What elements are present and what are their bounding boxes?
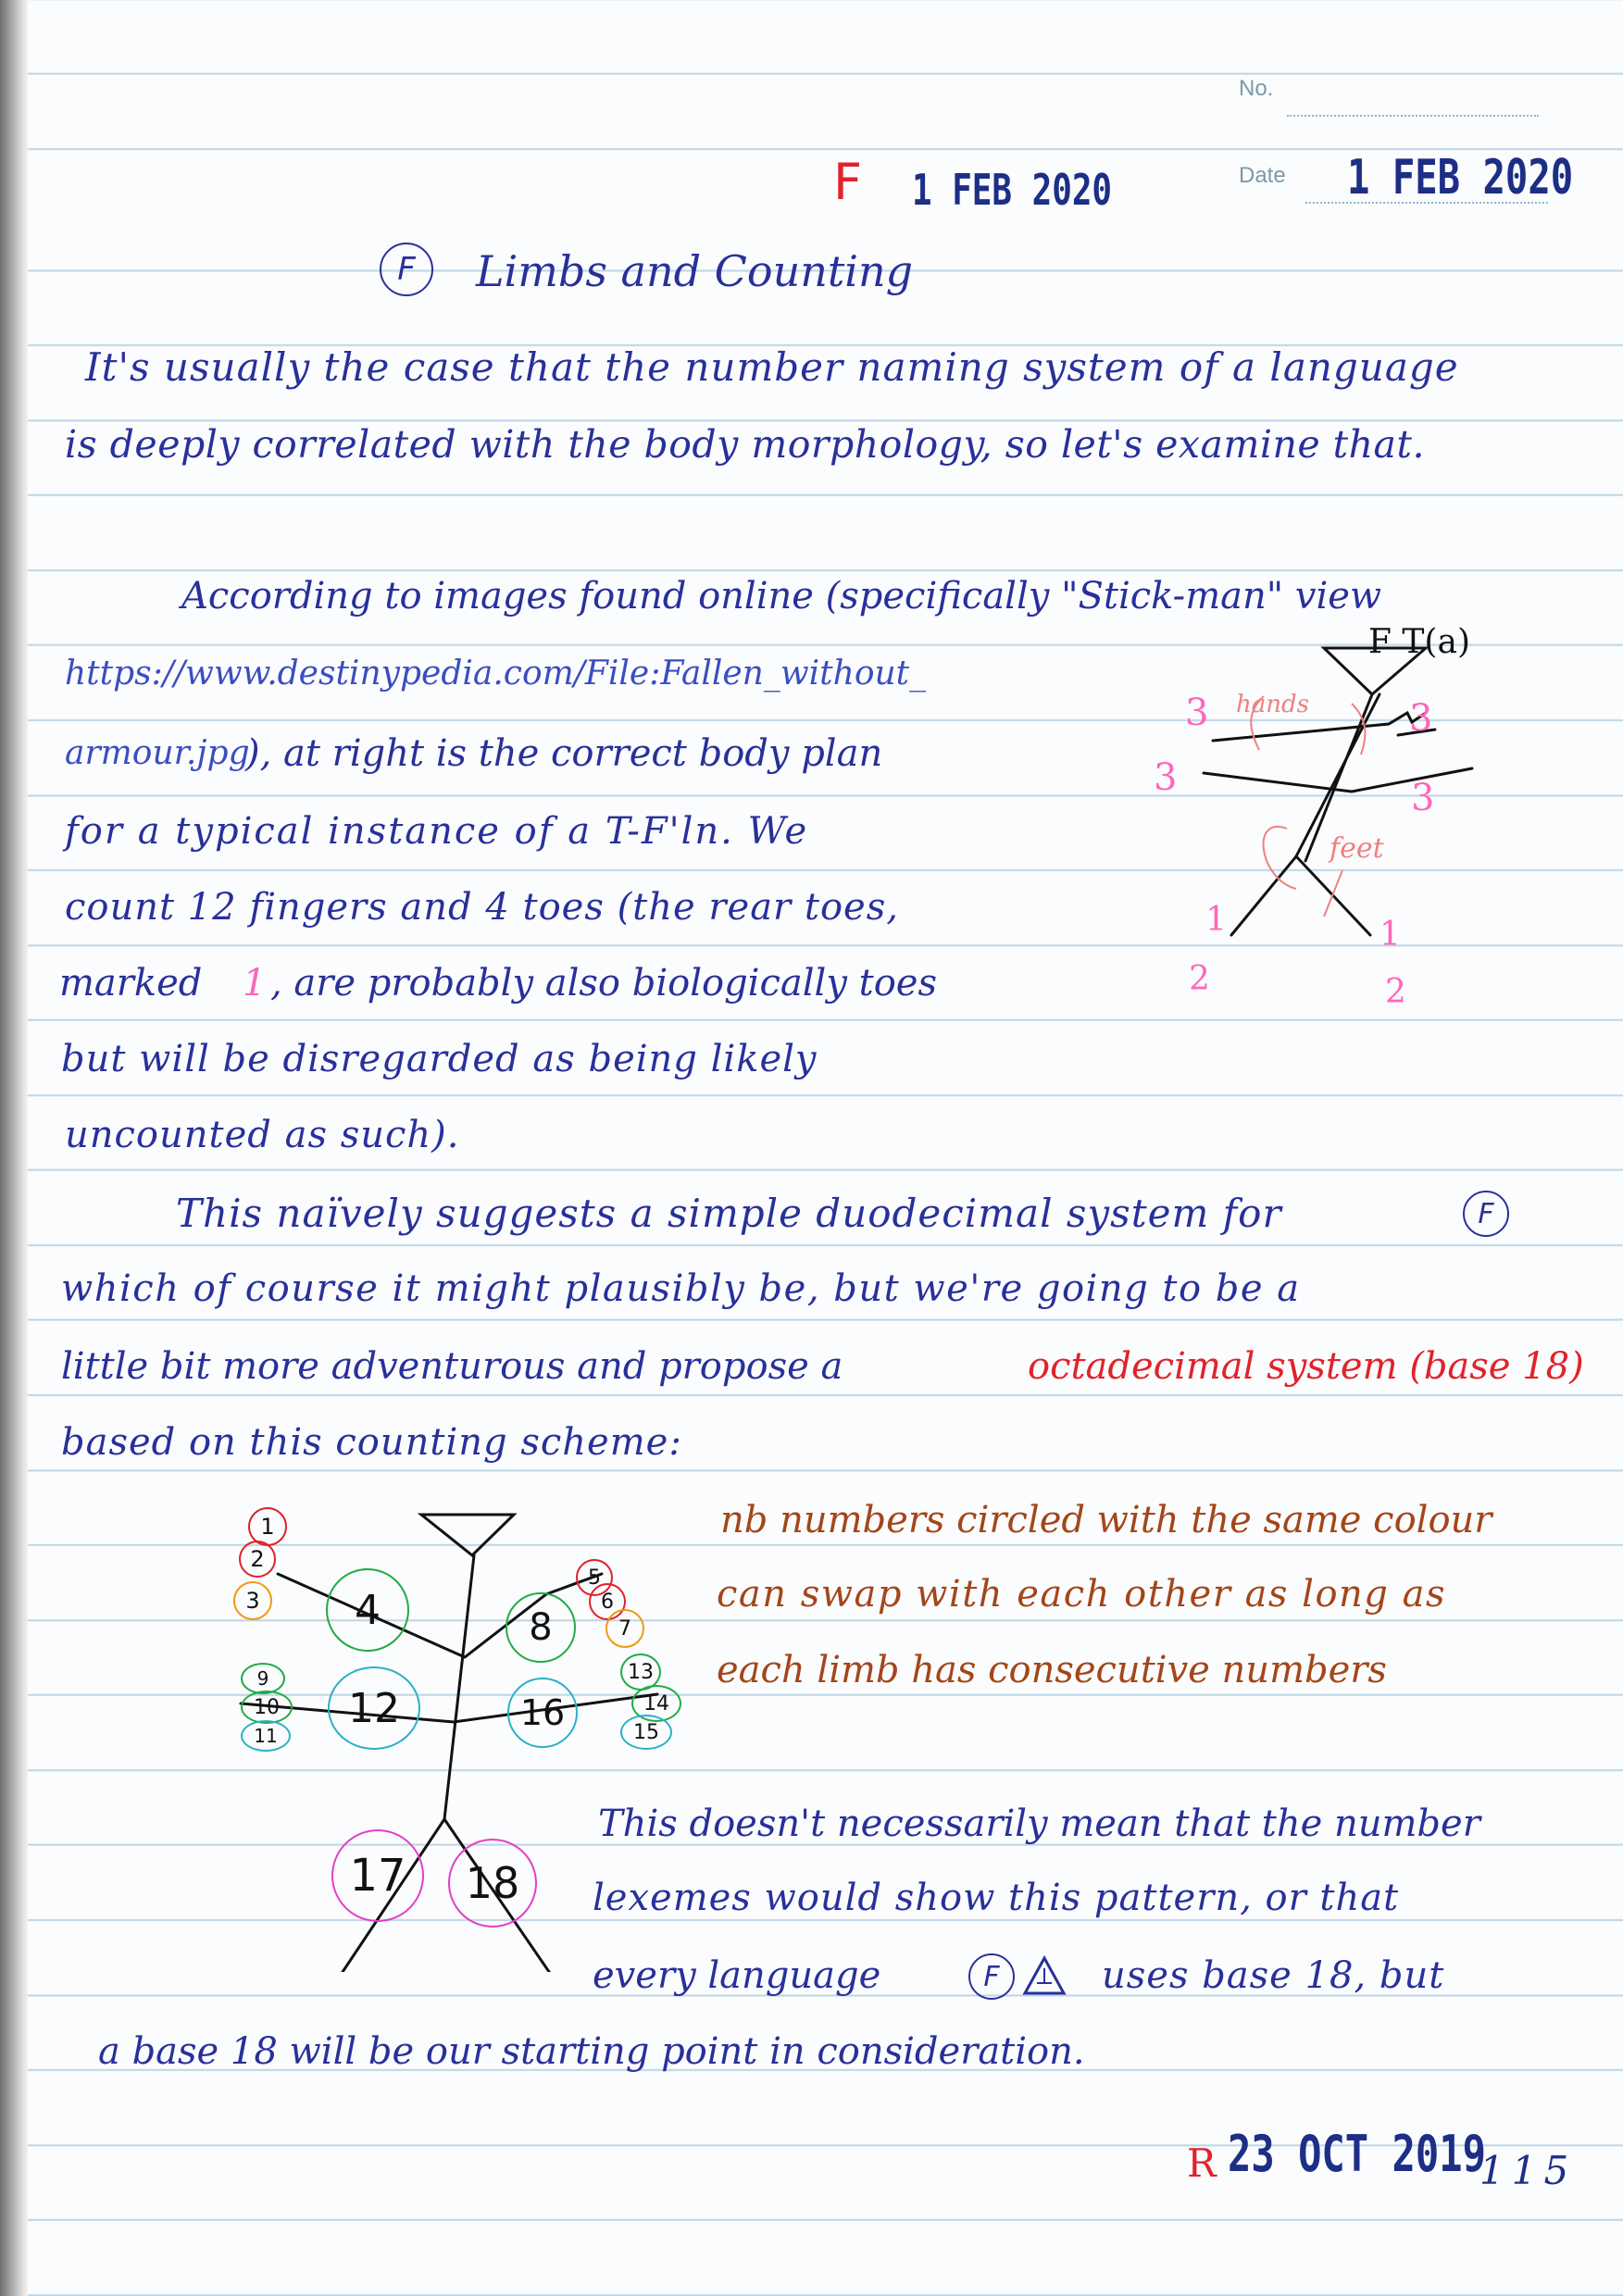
- f-date-stamp: 1 FEB 2020: [912, 165, 1113, 215]
- para4-line3-end: uses base 18, but: [1102, 1954, 1445, 1997]
- stickman-tag: F T(a): [1368, 623, 1470, 661]
- count-number-7: 7: [606, 1609, 644, 1648]
- sketch-label-1-right: 1: [1380, 916, 1401, 954]
- count-number-15: 15: [620, 1715, 672, 1750]
- para3-line1: This naïvely suggests a simple duodecimal system for: [176, 1191, 1282, 1236]
- footer-r-mark: R: [1187, 2140, 1217, 2186]
- count-number-1: 1: [248, 1507, 287, 1546]
- page-title: Limbs and Counting: [476, 246, 914, 296]
- count-number-8: 8: [506, 1592, 576, 1663]
- hands-label: hands: [1236, 691, 1309, 718]
- note-line3: each limb has consecutive numbers: [717, 1649, 1387, 1691]
- title-circled-f-symbol: F: [380, 243, 433, 296]
- para1-line2: is deeply correlated with the body morphology, so let's examine that.: [65, 422, 1425, 467]
- count-number-14: 14: [631, 1685, 681, 1722]
- no-label: No.: [1239, 76, 1274, 101]
- sketch-label-2-right: 2: [1385, 973, 1406, 1011]
- count-number-3: 3: [233, 1581, 272, 1620]
- para2-url-line: https://www.destinypedia.com/File:Fallen_without_: [65, 655, 927, 693]
- count-number-6: 6: [589, 1583, 626, 1620]
- para2-line7: but will be disregarded as being likely: [61, 1038, 818, 1080]
- para3-line2: which of course it might plausibly be, but we're going to be a: [61, 1267, 1301, 1310]
- para4-line2: lexemes would show this pattern, or that: [593, 1877, 1400, 1919]
- sketch-label-1-left: 1: [1205, 901, 1227, 939]
- sketch-label-3-mid-left: 3: [1154, 756, 1178, 799]
- count-number-10: 10: [241, 1691, 293, 1724]
- f-mark: F: [833, 153, 863, 211]
- sketch-label-3-top-right: 3: [1409, 697, 1433, 740]
- para2-line1: According to images found online (specifically "Stick-man" view: [181, 575, 1382, 618]
- para3-line4: based on this counting scheme:: [61, 1421, 682, 1464]
- para4-line3-start: every language: [593, 1954, 881, 1997]
- count-number-16: 16: [507, 1678, 578, 1748]
- note-line1: nb numbers circled with the same colour: [720, 1499, 1492, 1541]
- sketch-label-3-mid-right: 3: [1411, 777, 1435, 819]
- count-number-13: 13: [620, 1653, 661, 1691]
- para4-line1: This doesn't necessarily mean that the number: [598, 1803, 1480, 1845]
- note-line2: can swap with each other as long as: [717, 1573, 1446, 1616]
- para2-line4: for a typical instance of a T-F'ln. We: [65, 810, 809, 853]
- stickman-sketch: [1157, 620, 1592, 1009]
- count-number-4: 4: [326, 1568, 409, 1652]
- count-number-2: 2: [239, 1541, 276, 1578]
- para3-line3-start: little bit more adventurous and propose a: [61, 1345, 843, 1388]
- para3-octadecimal: octadecimal system (base 18): [1028, 1345, 1584, 1388]
- para2-line3: ), at right is the correct body plan: [245, 732, 883, 775]
- no-field-line: [1287, 115, 1539, 117]
- triangle-icon: [1022, 1955, 1067, 1996]
- count-number-9: 9: [241, 1663, 285, 1694]
- para2-url-end: armour.jpg: [65, 734, 250, 772]
- count-number-5: 5: [576, 1559, 613, 1596]
- para2-line5: count 12 fingers and 4 toes (the rear toes,: [65, 886, 899, 929]
- date-stamp: 1 FEB 2020: [1347, 150, 1574, 206]
- para3-circled-f-symbol: F: [1463, 1191, 1509, 1237]
- para4-line4: a base 18 will be our starting point in consideration.: [98, 2030, 1085, 2073]
- date-label: Date: [1239, 163, 1286, 188]
- footer-date-stamp: 23 OCT 2019: [1228, 2125, 1486, 2183]
- para2-line8: uncounted as such).: [65, 1114, 460, 1156]
- para2-line6-end: , are probably also biologically toes: [270, 962, 937, 1004]
- sketch-label-2-left: 2: [1189, 960, 1210, 998]
- para2-pink-1: 1: [243, 962, 267, 1004]
- feet-label: feet: [1330, 832, 1384, 865]
- sketch-label-3-top-left: 3: [1185, 692, 1209, 734]
- count-number-17: 17: [331, 1829, 424, 1922]
- para2-line6-start: marked: [59, 962, 203, 1004]
- count-number-18: 18: [448, 1839, 537, 1928]
- para1-line1: It's usually the case that the number naming system of a language: [85, 344, 1459, 390]
- page-number: 115: [1479, 2148, 1577, 2193]
- count-number-11: 11: [241, 1720, 291, 1752]
- para4-circled-f-symbol: F: [968, 1953, 1015, 2000]
- count-number-12: 12: [328, 1666, 420, 1750]
- stickman-annotation-arrows: [1251, 696, 1365, 917]
- page-spine-shadow: [0, 0, 28, 2296]
